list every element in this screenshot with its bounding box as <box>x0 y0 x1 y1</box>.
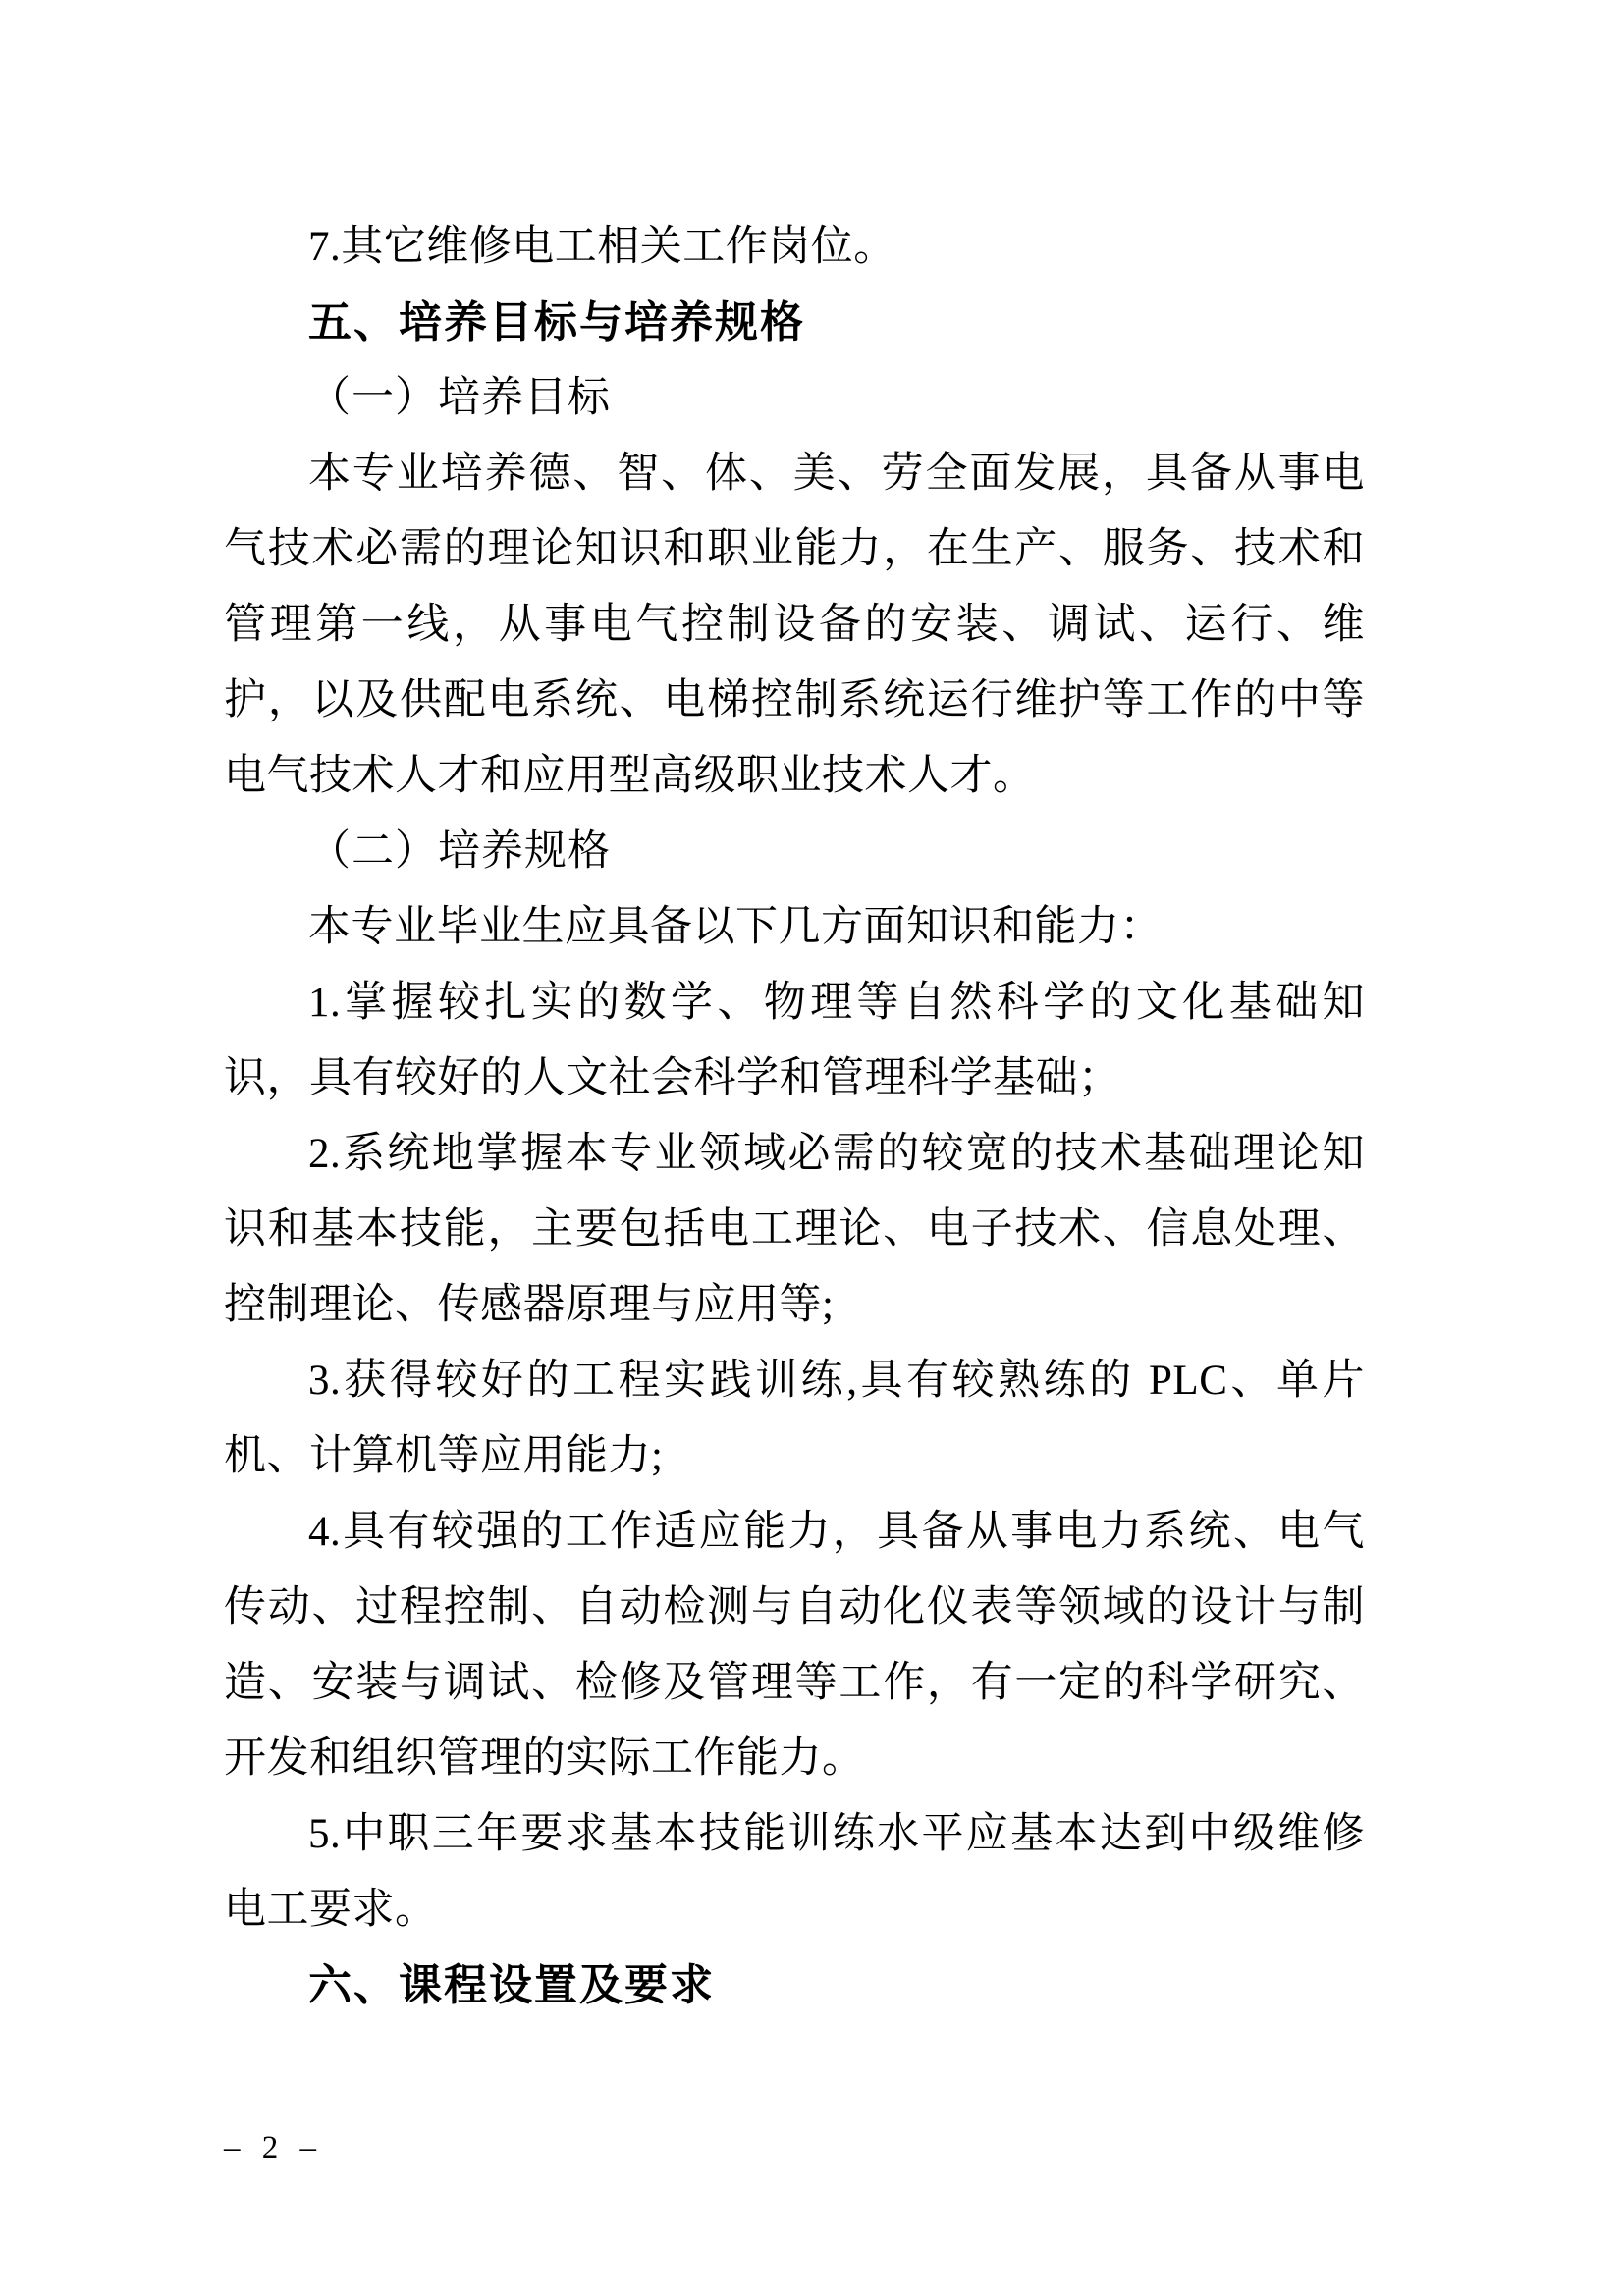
paragraph-training-objective: 本专业培养德、智、体、美、劳全面发展，具备从事电气技术必需的理论知识和职业能力，在生产、服务、技术和管理第一线，从事电气控制设备的安装、调试、运行、维护，以及供配电系统、电梯控制系统运行维护等工作的中等电气技术人才和应用型高级职业技术人才。 <box>224 451 1365 799</box>
list-item-3-engineering-practice: 3.获得较好的工程实践训练,具有较熟练的 PLC、单片机、计算机等应用能力; <box>224 1358 1365 1479</box>
list-item-1-science-foundation: 1.掌握较扎实的数学、物理等自然科学的文化基础知识，具有较好的人文社会科学和管理科学基础； <box>224 980 1365 1101</box>
document-body <box>224 209 1365 2023</box>
section-heading-5-training-goals: 五、培养目标与培养规格 <box>308 297 805 347</box>
subsection-heading-2-training-specs: （二）培养规格 <box>308 828 611 875</box>
paragraph-graduate-requirements-intro: 本专业毕业生应具备以下几方面知识和能力： <box>308 904 1163 950</box>
list-item-2-technical-theory: 2.系统地掌握本专业领域必需的较宽的技术基础理论知识和基本技能，主要包括电工理论、电子技术、信息处理、控制理论、传感器原理与应用等; <box>224 1131 1365 1328</box>
section-heading-6-curriculum: 六、课程设置及要求 <box>308 1960 715 2010</box>
list-item-5-skill-level: 5.中职三年要求基本技能训练水平应基本达到中级维修电工要求。 <box>224 1811 1365 1933</box>
list-item-4-work-adaptability: 4.具有较强的工作适应能力，具备从事电力系统、电气传动、过程控制、自动检测与自动化仪表等领域的设计与制造、安装与调试、检修及管理等工作，有一定的科学研究、开发和组织管理的实际工作能力。 <box>224 1509 1365 1782</box>
page-number: – 2 – <box>224 2130 323 2165</box>
list-item-other-electrician-jobs: 7.其它维修电工相关工作岗位。 <box>308 224 896 270</box>
subsection-heading-1-training-objective: （一）培养目标 <box>308 375 611 421</box>
